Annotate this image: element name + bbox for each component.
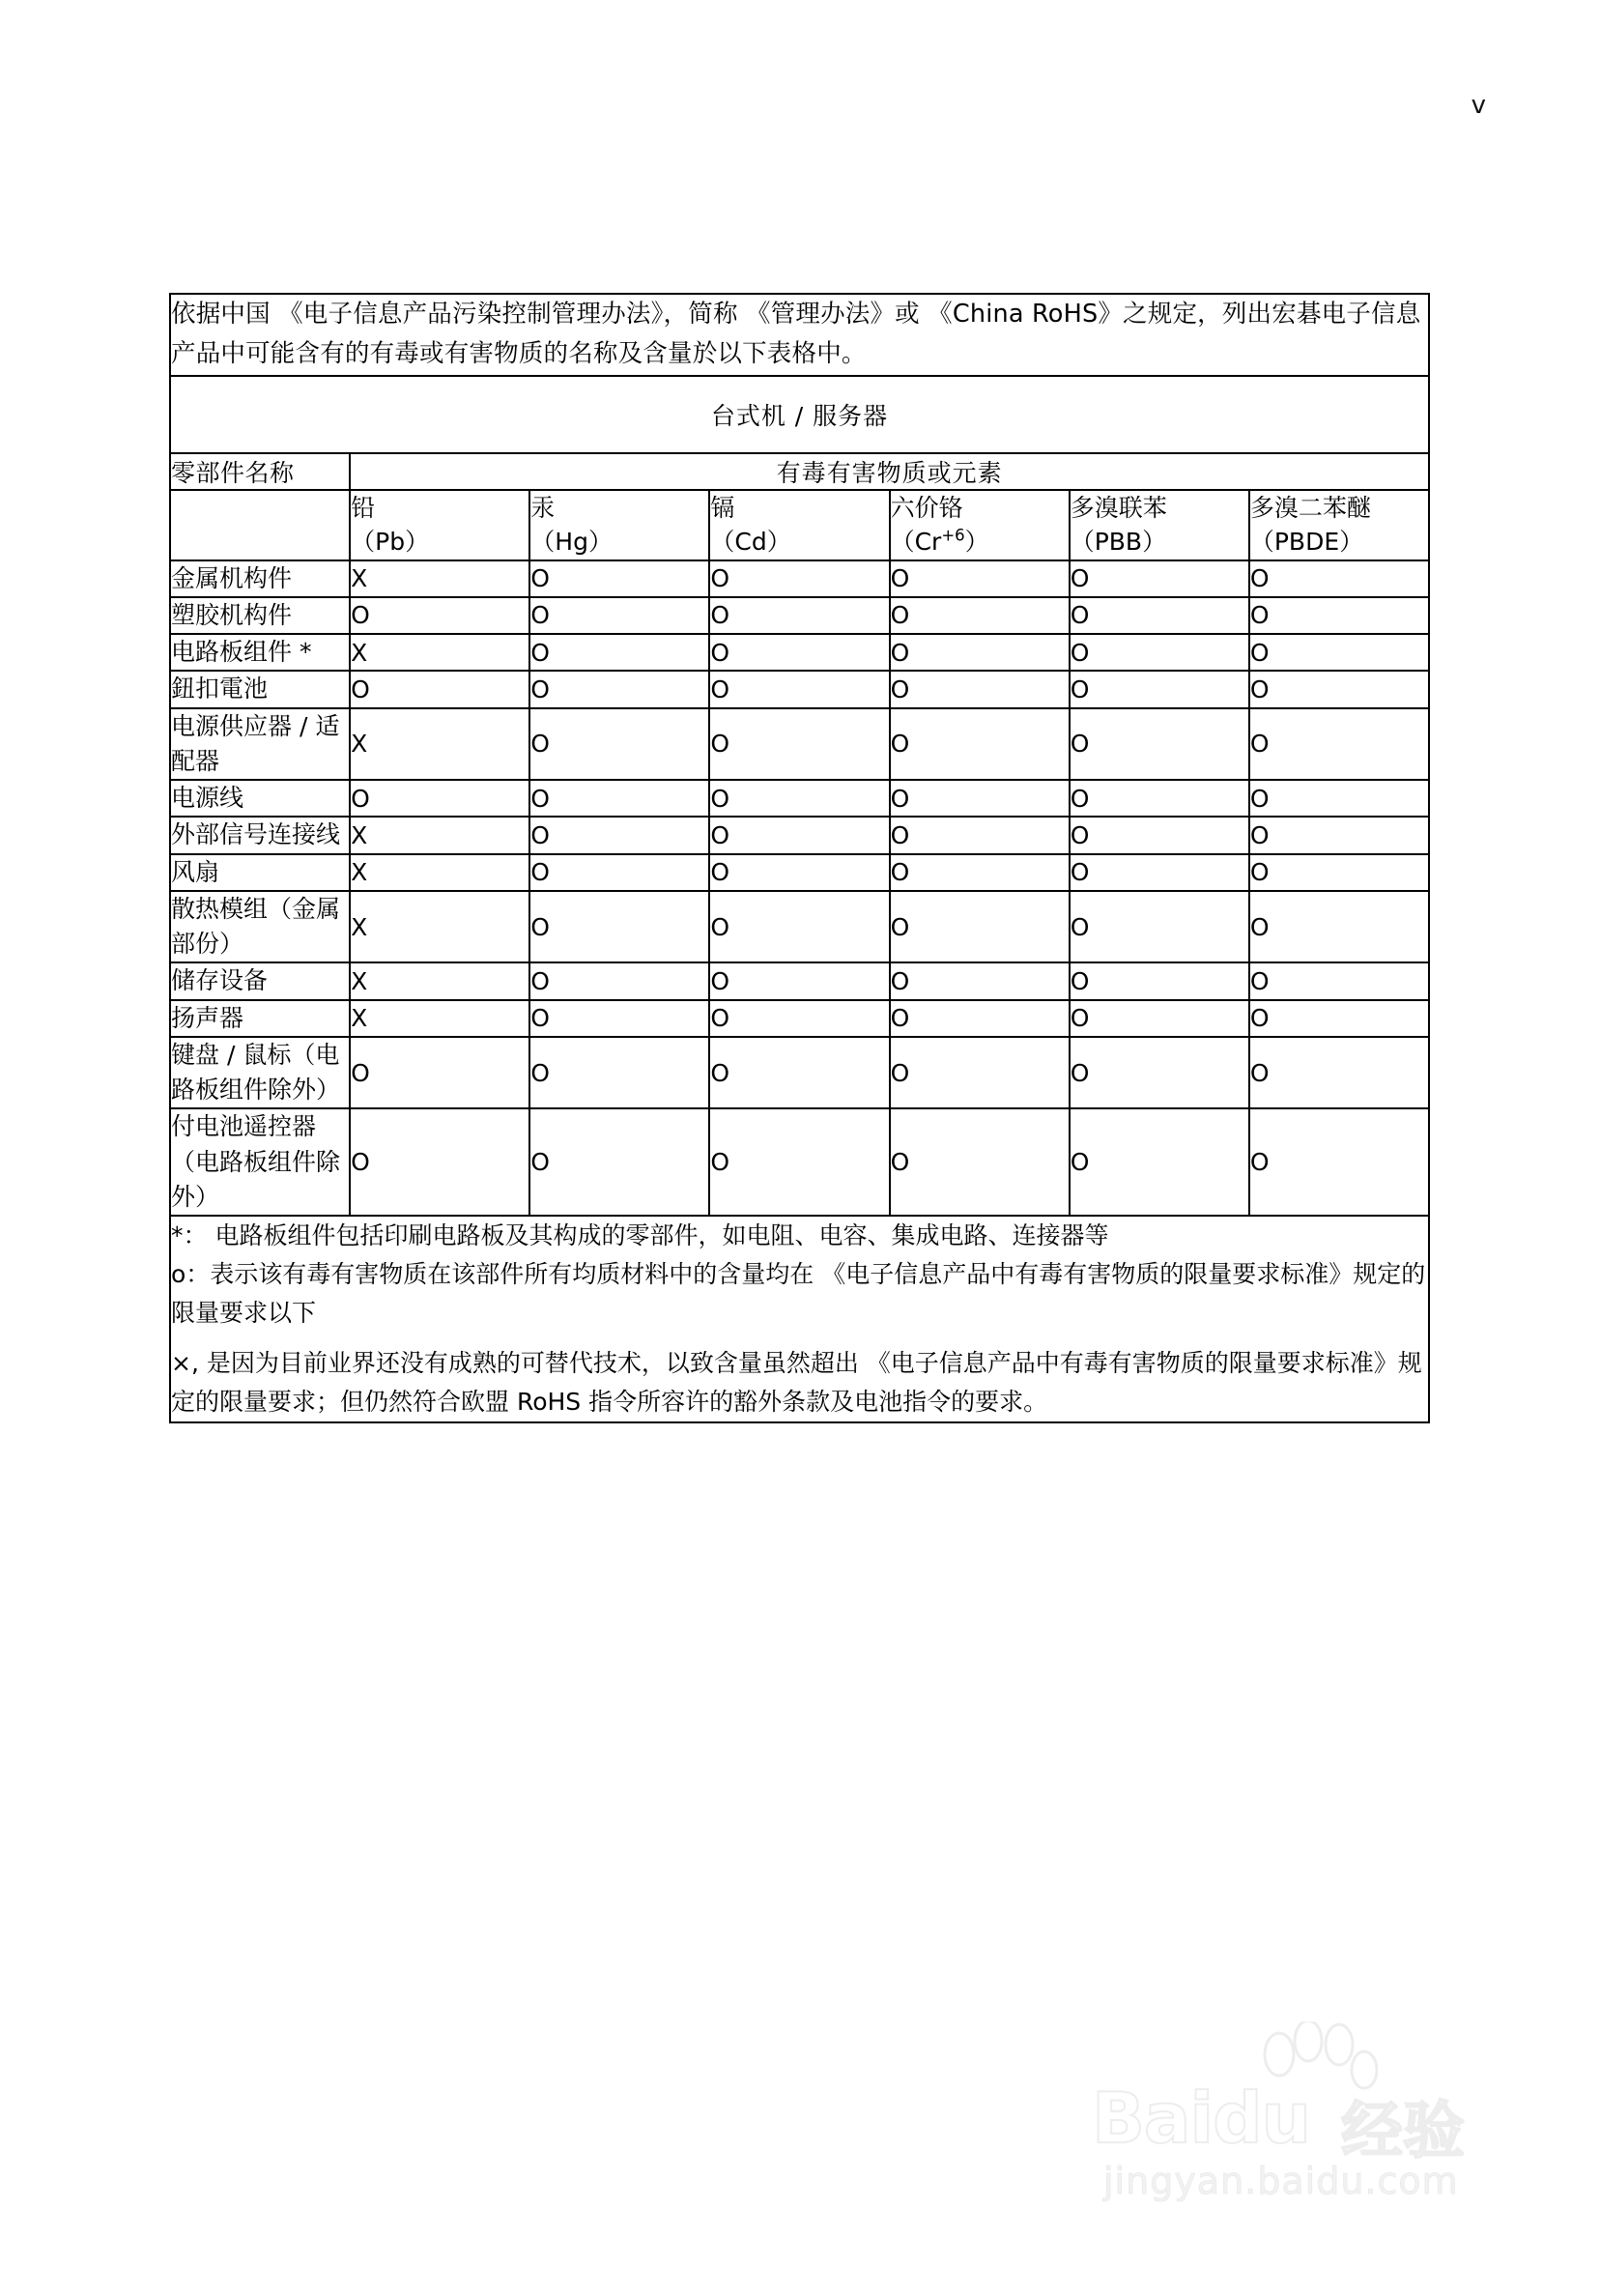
part-name-cell: 扬声器 (170, 1000, 350, 1037)
substance-mark-cell: X (350, 708, 529, 781)
table-row (170, 1037, 1429, 1109)
table-row (170, 634, 1429, 671)
substance-mark-cell: O (1249, 854, 1429, 891)
column-header-pbb-symbol: （PBB） (1070, 528, 1167, 557)
chromium-symbol-suffix: ） (964, 528, 989, 557)
part-name-cell: 外部信号连接线 (170, 817, 350, 853)
part-name-cell: 付电池遥控器（电路板组件除外） (170, 1108, 350, 1216)
table-row (170, 1000, 1429, 1037)
part-name-cell: 金属机构件 (170, 560, 350, 597)
substance-mark-cell: X (350, 634, 529, 671)
part-name-cell: 储存设备 (170, 962, 350, 999)
product-title: 台式机 / 服务器 (170, 376, 1429, 453)
element-header-blank (170, 490, 350, 560)
column-header-pbb (1070, 490, 1249, 560)
paw-icon (1252, 2022, 1378, 2128)
substance-mark-cell: O (1249, 891, 1429, 963)
watermark-url: jingyan.baidu.com (1103, 2160, 1459, 2202)
intro-cell (170, 294, 1429, 376)
part-name-cell: 散热模组（金属部份） (170, 891, 350, 963)
substance-mark-cell: O (709, 817, 889, 853)
substance-mark-cell: O (529, 1037, 709, 1109)
part-name-cell: 鈕扣電池 (170, 671, 350, 707)
substance-mark-cell: O (1070, 671, 1249, 707)
substance-mark-cell: O (350, 1037, 529, 1109)
chromium-superscript: +6 (941, 526, 965, 545)
note-x: ×, 是因为目前业界还没有成熟的可替代技术，以致含量虽然超出 《电子信息产品中有毒有害物质的限量要求标准》规定的限量要求；但仍然符合欧盟 RoHS 指令所容许的豁外条款及电池指令的要求。 (171, 1349, 1422, 1417)
table-row (170, 1108, 1429, 1216)
column-header-pbde-cn: 多溴二苯醚 (1249, 493, 1371, 522)
substance-mark-cell: O (1070, 597, 1249, 634)
substance-mark-cell: O (529, 708, 709, 781)
substance-mark-cell: O (529, 1000, 709, 1037)
table-row (170, 854, 1429, 891)
table-row (170, 560, 1429, 597)
substance-mark-cell: O (1249, 597, 1429, 634)
substance-mark-cell: O (1070, 560, 1249, 597)
substance-mark-cell: O (1070, 634, 1249, 671)
intro-row (170, 294, 1429, 376)
substance-mark-cell: O (1249, 962, 1429, 999)
substance-mark-cell: O (709, 597, 889, 634)
substance-mark-cell: O (1249, 708, 1429, 781)
substance-mark-cell: O (890, 597, 1070, 634)
chromium-symbol-prefix: （Cr (890, 528, 942, 557)
substance-mark-cell: X (350, 891, 529, 963)
substance-mark-cell: O (1070, 1000, 1249, 1037)
substance-mark-cell: X (350, 962, 529, 999)
column-header-chromium (890, 490, 1070, 560)
column-header-chromium-cn: 六价铬 (890, 493, 963, 522)
substance-mark-cell: O (529, 634, 709, 671)
column-header-cadmium (709, 490, 889, 560)
substance-mark-cell: O (890, 854, 1070, 891)
table-row (170, 597, 1429, 634)
column-header-mercury-symbol: （Hg） (530, 528, 613, 557)
column-header-pbde (1249, 490, 1429, 560)
part-name-cell: 键盘 / 鼠标（电路板组件除外） (170, 1037, 350, 1109)
column-header-lead-symbol: （Pb） (351, 528, 430, 557)
substance-mark-cell: O (890, 891, 1070, 963)
substance-mark-cell: O (890, 962, 1070, 999)
table-row (170, 708, 1429, 781)
note-asterisk: *： 电路板组件包括印刷电路板及其构成的零部件，如电阻、电容、集成电路、连接器等 (171, 1221, 1109, 1250)
substance-mark-cell: O (709, 780, 889, 817)
column-header-pbb-cn: 多溴联苯 (1070, 493, 1167, 522)
substance-mark-cell: O (1070, 1108, 1249, 1216)
substance-mark-cell: O (709, 1108, 889, 1216)
column-header-lead-cn: 铅 (351, 493, 376, 522)
part-name-cell: 电源线 (170, 780, 350, 817)
substance-mark-cell: O (890, 634, 1070, 671)
notes-row (170, 1216, 1429, 1422)
substance-mark-cell: O (1249, 780, 1429, 817)
part-name-cell: 电路板组件 * (170, 634, 350, 671)
part-name-cell: 风扇 (170, 854, 350, 891)
note-o: o：表示该有毒有害物质在该部件所有均质材料中的含量均在 《电子信息产品中有毒有害物质的限量要求标准》规定的限量要求以下 (171, 1260, 1426, 1328)
substance-mark-cell: O (709, 962, 889, 999)
part-name-cell: 电源供应器 / 适配器 (170, 708, 350, 781)
table-row (170, 891, 1429, 963)
substance-mark-cell: O (529, 597, 709, 634)
table-row (170, 817, 1429, 853)
substance-mark-cell: O (890, 708, 1070, 781)
intro-paragraph: 依据中国 《电子信息产品污染控制管理办法》，简称 《管理办法》或 《China RoHS》之规定，列出宏碁电子信息产品中可能含有的有毒或有害物质的名称及含量於以下表格中。 (171, 300, 1421, 369)
substance-mark-cell: O (1249, 671, 1429, 707)
column-header-cadmium-cn: 镉 (710, 493, 735, 522)
substance-mark-cell: O (1070, 708, 1249, 781)
page-number: v (1471, 91, 1486, 120)
substance-mark-cell: O (709, 1037, 889, 1109)
substance-mark-cell: O (1070, 891, 1249, 963)
substance-mark-cell: O (1070, 817, 1249, 853)
baidu-jingyan-cn: 经验 (1341, 2096, 1465, 2167)
element-header-row (170, 490, 1429, 560)
substance-mark-cell: O (529, 891, 709, 963)
substance-mark-cell: O (529, 780, 709, 817)
product-title-row (170, 376, 1429, 453)
substance-mark-cell: O (350, 1108, 529, 1216)
substance-mark-cell: O (1249, 634, 1429, 671)
table-row (170, 962, 1429, 999)
substance-mark-cell: X (350, 1000, 529, 1037)
substance-mark-cell: O (1070, 1037, 1249, 1109)
table-header-row (170, 453, 1429, 490)
substance-mark-cell: O (350, 671, 529, 707)
substance-mark-cell: X (350, 854, 529, 891)
substance-mark-cell: O (350, 780, 529, 817)
header-part-name: 零部件名称 (170, 453, 350, 490)
substance-mark-cell: O (1249, 1108, 1429, 1216)
substance-mark-cell: X (350, 560, 529, 597)
column-header-cadmium-symbol: （Cd） (710, 528, 791, 557)
column-header-pbde-symbol: （PBDE） (1249, 528, 1364, 557)
header-substances: 有毒有害物质或元素 (350, 453, 1429, 490)
substance-mark-cell: O (1070, 854, 1249, 891)
substance-mark-cell: O (529, 1108, 709, 1216)
substance-mark-cell: O (529, 962, 709, 999)
substance-mark-cell: O (1249, 817, 1429, 853)
substance-mark-cell: O (890, 671, 1070, 707)
substance-mark-cell: O (890, 780, 1070, 817)
substance-mark-cell: X (350, 817, 529, 853)
substance-mark-cell: O (529, 817, 709, 853)
substance-mark-cell: O (709, 708, 889, 781)
substance-mark-cell: O (890, 1108, 1070, 1216)
substance-mark-cell: O (709, 671, 889, 707)
substance-mark-cell: O (890, 817, 1070, 853)
substance-mark-cell: O (709, 891, 889, 963)
column-header-lead (350, 490, 529, 560)
part-name-cell: 塑胶机构件 (170, 597, 350, 634)
substance-mark-cell: O (890, 560, 1070, 597)
rohs-table-container (169, 293, 1430, 1423)
substance-mark-cell: O (709, 560, 889, 597)
notes-cell (170, 1216, 1429, 1422)
substance-mark-cell: O (350, 597, 529, 634)
substance-mark-cell: O (529, 854, 709, 891)
column-header-mercury (529, 490, 709, 560)
substance-mark-cell: O (1249, 1000, 1429, 1037)
baidu-logo (1082, 2022, 1498, 2167)
baidu-wordmark: Baidu (1092, 2078, 1310, 2159)
rohs-declaration-table (169, 293, 1430, 1423)
substance-mark-cell: O (1070, 780, 1249, 817)
substance-mark-cell: O (890, 1000, 1070, 1037)
baidu-watermark (1082, 2022, 1498, 2224)
substance-mark-cell: O (1070, 962, 1249, 999)
substance-mark-cell: O (709, 854, 889, 891)
column-header-chromium-symbol (891, 525, 1069, 560)
column-header-mercury-cn: 汞 (530, 493, 556, 522)
table-row (170, 780, 1429, 817)
table-row (170, 671, 1429, 707)
substance-mark-cell: O (529, 560, 709, 597)
substance-mark-cell: O (709, 1000, 889, 1037)
substance-mark-cell: O (529, 671, 709, 707)
substance-mark-cell: O (709, 634, 889, 671)
substance-mark-cell: O (890, 1037, 1070, 1109)
substance-mark-cell: O (1249, 560, 1429, 597)
substance-mark-cell: O (1249, 1037, 1429, 1109)
